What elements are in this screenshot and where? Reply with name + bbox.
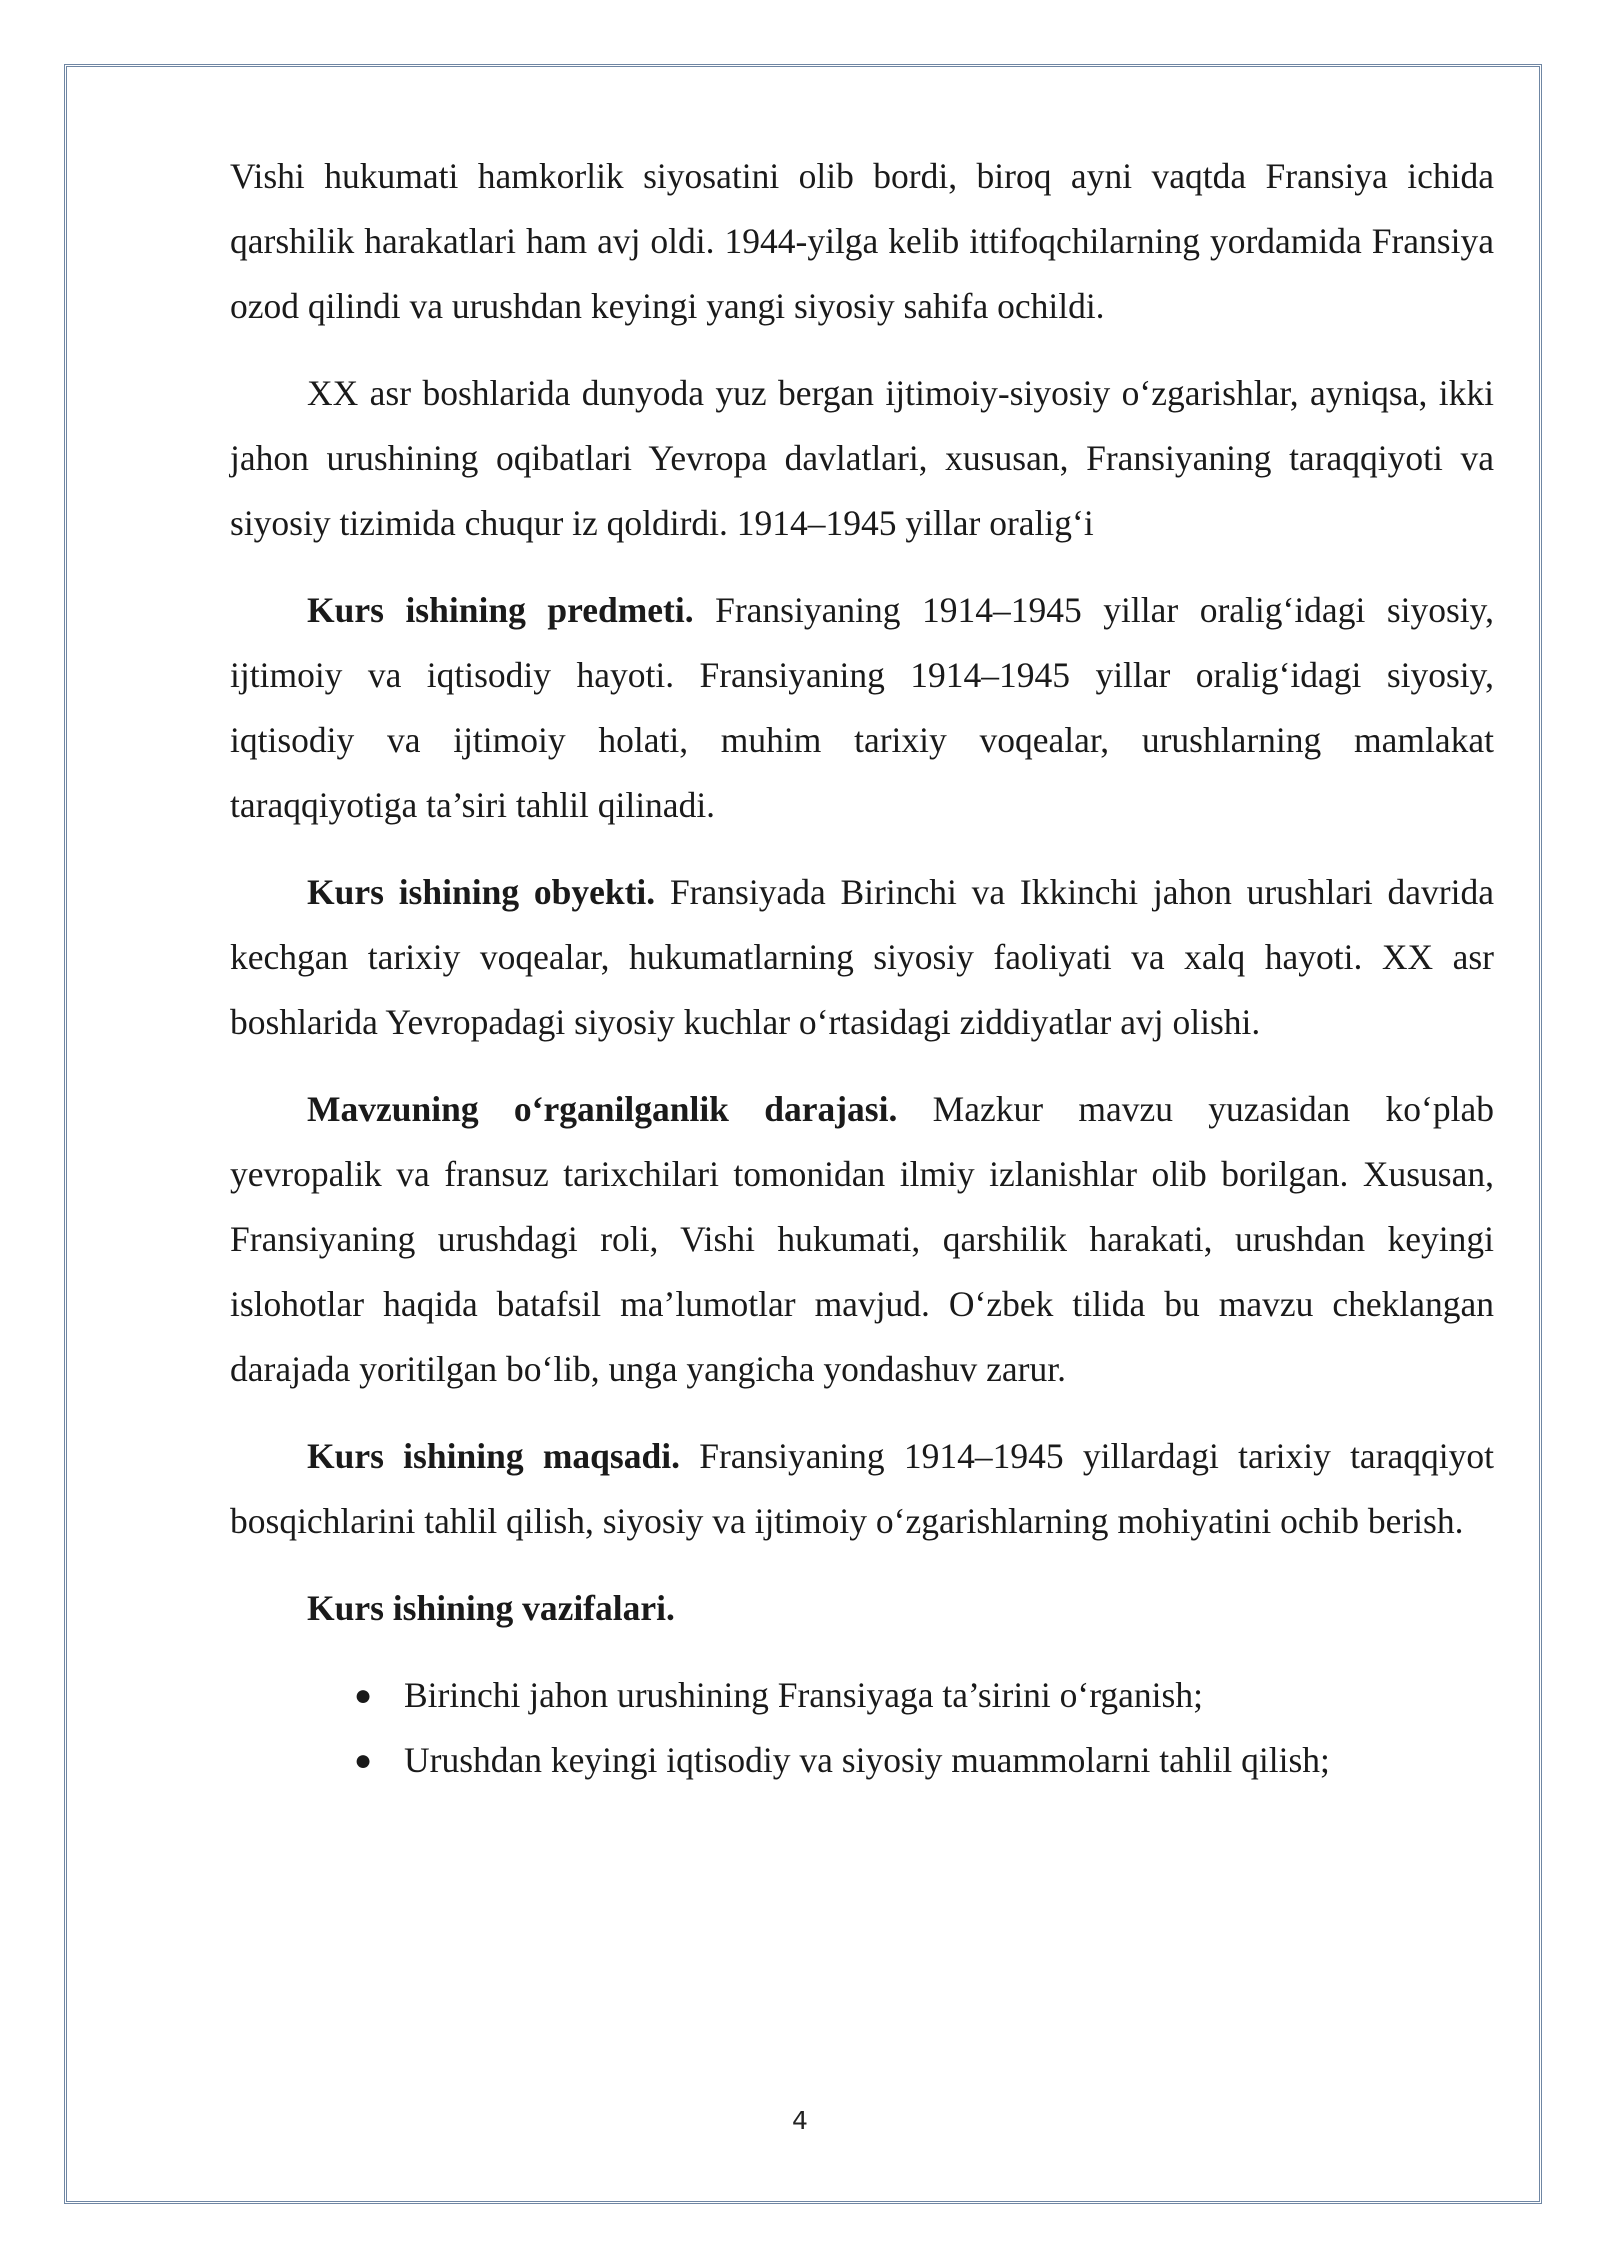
object-heading: Kurs ishining obyekti.	[307, 872, 656, 912]
list-item-text: Urushdan keyingi iqtisodiy va siyosiy muammolarni tahlil qilish;	[404, 1740, 1330, 1780]
paragraph-subject	[230, 578, 1494, 838]
tasks-heading: Kurs ishining vazifalari.	[307, 1588, 675, 1628]
paragraph-object	[230, 860, 1494, 1055]
paragraph-goal	[230, 1424, 1494, 1554]
bullet-icon: ●	[354, 1744, 373, 1777]
subject-heading: Kurs ishining predmeti.	[307, 590, 694, 630]
paragraph-study-level	[230, 1077, 1494, 1402]
goal-text: Fransiyaning 1914–1945 yillardagi tarixiy taraqqiyot bosqichlarini tahlil qilish, siyosiy va ijtimoiy o‘zgarishlarning mohiyatini ochib berish.	[230, 1436, 1494, 1541]
paragraph-intro	[230, 361, 1494, 556]
list-item	[354, 1663, 1494, 1728]
paragraph-intro-text: XX asr boshlarida dunyoda yuz bergan ijtimoiy-siyosiy o‘zgarishlar, ayniqsa, ikki jahon urushining oqibatlari Yevropa davlatlari, xususan, Fransiyaning taraqqiyoti va siyosiy tizimida chuqur iz qoldirdi. 1914–1945 yillar oralig‘i	[230, 373, 1494, 543]
study-level-text: Mazkur mavzu yuzasidan ko‘plab yevropalik va fransuz tarixchilari tomonidan ilmiy izlanishlar olib borilgan. Xususan, Fransiyaning urushdagi roli, Vishi hukumati, qarshilik harakati, urushdan keyingi islohotlar haqida batafsil ma’lumotlar mavjud. O‘zbek tilida bu mavzu cheklangan darajada yoritilgan bo‘lib, unga yangicha yondashuv zarur.	[230, 1089, 1494, 1389]
document-body	[230, 144, 1494, 1793]
subject-text: Fransiyaning 1914–1945 yillar oralig‘idagi siyosiy, ijtimoiy va iqtisodiy hayoti. Fransiyaning 1914–1945 yillar oralig‘idagi siyosiy, iqtisodiy va ijtimoiy holati, muhim tarixiy voqealar, urushlarning mamlakat taraqqiyotiga ta’siri tahlil qilinadi.	[230, 590, 1494, 825]
study-level-heading: Mavzuning o‘rganilganlik darajasi.	[307, 1089, 898, 1129]
goal-heading: Kurs ishining maqsadi.	[307, 1436, 680, 1476]
paragraph-vichy	[230, 144, 1494, 339]
bullet-icon: ●	[354, 1679, 373, 1712]
tasks-list	[230, 1663, 1494, 1793]
list-item-text: Birinchi jahon urushining Fransiyaga ta’sirini o‘rganish;	[404, 1675, 1203, 1715]
list-item	[354, 1728, 1494, 1793]
object-text: Fransiyada Birinchi va Ikkinchi jahon urushlari davrida kechgan tarixiy voqealar, hukumatlarning siyosiy faoliyati va xalq hayoti. XX asr boshlarida Yevropadagi siyosiy kuchlar o‘rtasidagi ziddiyatlar avj olishi.	[230, 872, 1494, 1042]
paragraph-vichy-text: Vishi hukumati hamkorlik siyosatini olib bordi, biroq ayni vaqtda Fransiya ichida qarshilik harakatlari ham avj oldi. 1944-yilga kelib ittifoqchilarning yordamida Fransiya ozod qilindi va urushdan keyingi yangi siyosiy sahifa ochildi.	[230, 156, 1494, 326]
page-number: 4	[792, 2106, 808, 2135]
paragraph-tasks	[230, 1576, 1494, 1641]
